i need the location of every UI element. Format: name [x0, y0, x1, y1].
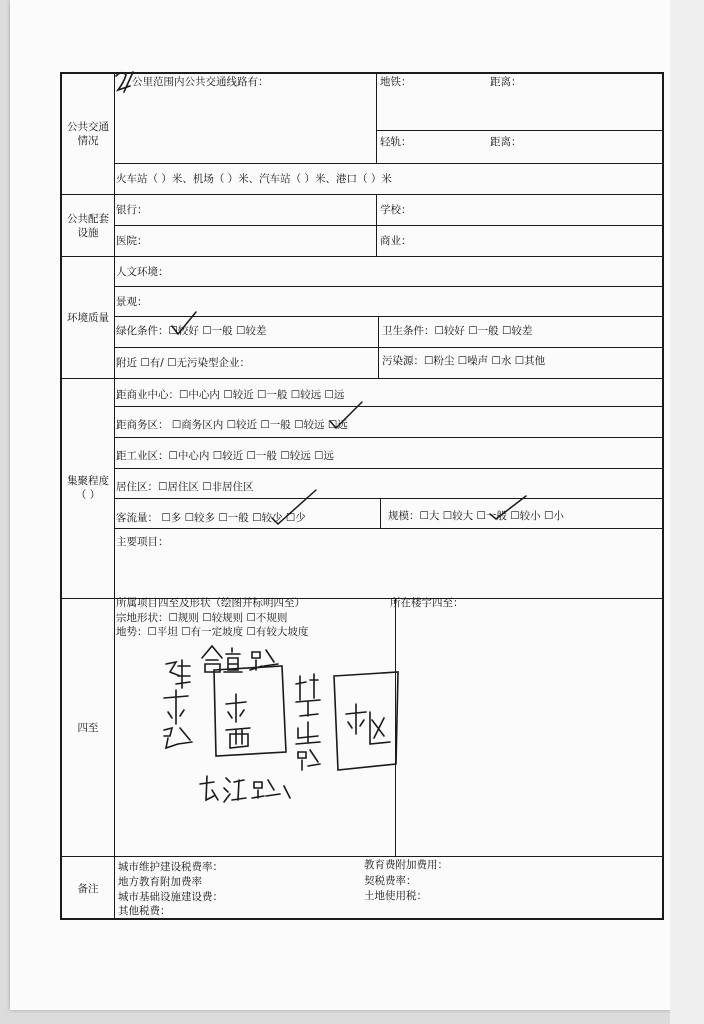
scenery-label: 景观：	[116, 296, 148, 308]
pollution-source-options: 污染源：☐粉尘 ☐噪声 ☐水 ☐其他	[382, 355, 546, 367]
cell-divider	[114, 286, 664, 287]
commerce-label: 商业：	[380, 235, 412, 247]
metro-distance-label: 距离：	[490, 76, 522, 88]
boundaries-section-label: 四至	[77, 722, 99, 734]
environment-section-label: 环境质量	[67, 312, 109, 324]
border-bottom	[60, 918, 664, 920]
notes-section-label: 备注	[77, 883, 99, 895]
notes-right-line: 契税费率：	[364, 875, 417, 887]
section-divider	[60, 256, 664, 257]
cell-divider	[114, 163, 664, 164]
greening-options: 绿化条件：☐较好 ☐一般 ☐较差	[116, 325, 267, 337]
transport-section-label	[62, 120, 114, 148]
terrain-options: 地势：☐平坦 ☐有一定坡度 ☐有较大坡度	[116, 626, 309, 638]
agglomeration-label-text: 集聚程度 （ ）	[67, 475, 109, 501]
notes-left-line: 城市维护建设税费率：	[118, 861, 223, 873]
section-divider	[60, 194, 664, 195]
cell-divider	[376, 130, 664, 131]
building-boundary-label: 所在楼宇四至：	[390, 597, 464, 609]
notes-left-line: 城市基础设施建设费：	[118, 891, 223, 903]
cell-divider	[114, 437, 664, 438]
cell-divider	[376, 194, 377, 256]
hospital-label: 医院：	[116, 235, 148, 247]
label-column-divider	[114, 72, 115, 920]
commercial-center-options: 距商业中心：☐中心内 ☐较近 ☐一般 ☐较远 ☐远	[116, 389, 345, 401]
bank-label: 银行：	[116, 204, 148, 216]
lightrail-distance-label: 距离：	[490, 136, 522, 148]
cell-divider	[114, 406, 664, 407]
survey-form	[58, 70, 668, 920]
section-divider	[60, 856, 664, 857]
facilities-label-text: 公共配套 设施	[67, 213, 109, 239]
notes-left-line: 其他税费：	[118, 905, 171, 917]
cell-divider	[380, 498, 381, 528]
main-projects-label: 主要项目：	[116, 536, 169, 548]
lightrail-label: 轻轨：	[380, 136, 412, 148]
culture-label: 人文环境：	[116, 266, 169, 278]
metro-label: 地铁：	[380, 76, 412, 88]
border-right	[662, 72, 664, 920]
cell-divider	[114, 347, 664, 348]
school-label: 学校：	[380, 204, 412, 216]
nearby-pollution-enterprise: 附近 ☐有/ ☐无污染型企业：	[116, 357, 251, 369]
agglomeration-section-label	[62, 474, 114, 502]
cell-divider	[378, 316, 379, 378]
stations-distances: 火车站（ ）米、机场（ ）米、汽车站（ ）米、港口（ ）米	[116, 173, 392, 185]
shape-title: 所属项目四至及形状（绘图并标明四至）	[116, 597, 305, 609]
hygiene-options: 卫生条件：☐较好 ☐一般 ☐较差	[382, 325, 533, 337]
background-strip	[670, 0, 704, 1024]
industrial-area-options: 距工业区：☐中心内 ☐较近 ☐一般 ☐较远 ☐远	[116, 450, 334, 462]
passenger-flow-options: 客流量： ☐多 ☐较多 ☐一般 ☐较少 ☐少	[116, 512, 306, 524]
border-top	[60, 72, 664, 74]
residential-options: 居住区：☐居住区 ☐非居住区	[116, 481, 254, 493]
cell-divider	[114, 528, 664, 529]
facilities-section-label	[62, 212, 114, 240]
cell-divider	[114, 316, 664, 317]
cell-divider	[395, 598, 396, 856]
notes-right-line: 教育费附加费用：	[364, 859, 448, 871]
transport-label-text: 公共交通 情况	[67, 121, 109, 147]
transport-line-label: 公里范围内公共交通线路有：	[132, 76, 269, 88]
scale-options: 规模：☐大 ☐较大 ☐一般 ☐较小 ☐小	[388, 510, 564, 522]
cell-divider	[114, 225, 664, 226]
parcel-shape-options: 宗地形状：☐规则 ☐较规则 ☐不规则	[116, 612, 288, 624]
cell-divider	[376, 72, 377, 164]
section-divider	[60, 378, 664, 379]
cell-divider	[114, 498, 664, 499]
notes-left-line: 地方教育附加费率	[118, 876, 202, 888]
cell-divider	[114, 468, 664, 469]
notes-right-line: 土地使用税：	[364, 890, 427, 902]
business-district-options: 距商务区： ☐商务区内 ☐较近 ☐一般 ☐较远 ☐远	[116, 419, 348, 431]
